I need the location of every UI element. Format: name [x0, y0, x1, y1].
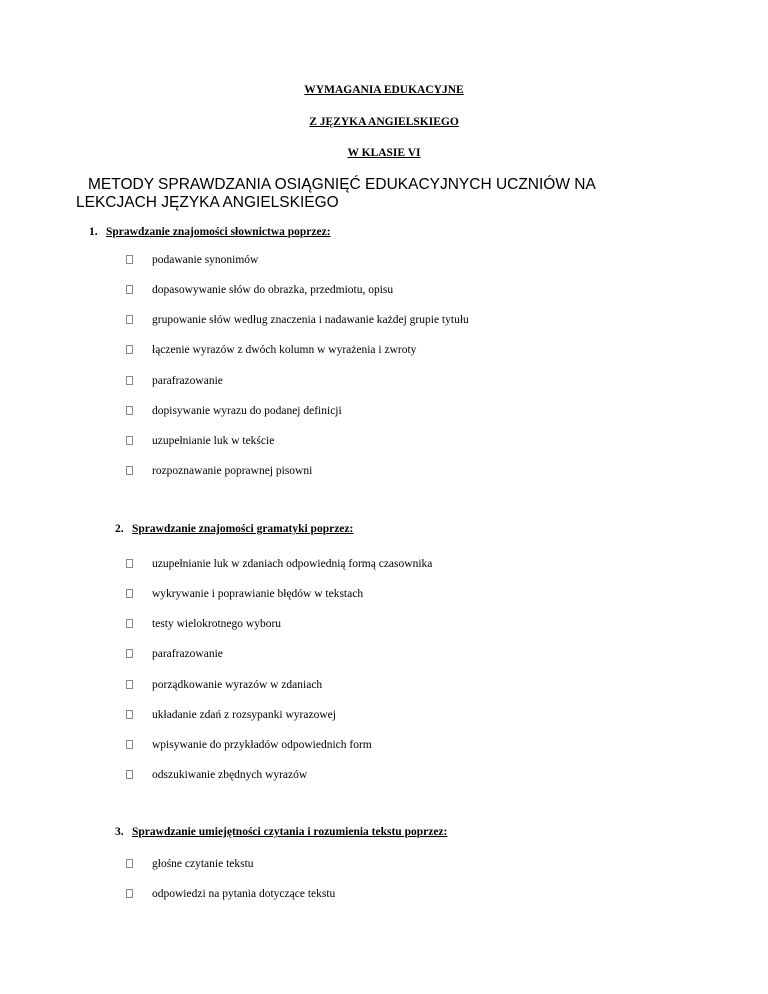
methods-heading-line1: METODY SPRAWDZANIA OSIĄGNIĘĆ EDUKACYJNYCH UCZNIÓW NA: [88, 176, 596, 193]
bullet-box-icon: [126, 740, 133, 749]
bullet-box-icon: [126, 649, 133, 658]
list-item-label: wpisywanie do przykładów odpowiednich form: [152, 739, 372, 751]
list-item-label: dopisywanie wyrazu do podanej definicji: [152, 405, 342, 417]
section-number: 3.: [115, 826, 124, 838]
list-item-label: parafrazowanie: [152, 648, 223, 660]
section-number: 2.: [115, 523, 124, 535]
list-item-label: wykrywanie i poprawianie błędów w tekstach: [152, 588, 364, 600]
bullet-box-icon: [126, 466, 133, 475]
bullet-box-icon: [126, 376, 133, 385]
list-item-label: odszukiwanie zbędnych wyrazów: [152, 769, 308, 781]
methods-heading-line2: LEKCJACH JĘZYKA ANGIELSKIEGO: [76, 194, 339, 211]
section-title-text: Sprawdzanie znajomości słownictwa poprzez:: [106, 226, 331, 238]
list-item-label: podawanie synonimów: [152, 254, 259, 266]
section-title-text: Sprawdzanie umiejętności czytania i rozumienia tekstu poprzez:: [132, 826, 448, 838]
document-subtitle-class: W KLASIE VI: [347, 147, 421, 159]
list-item-label: parafrazowanie: [152, 375, 223, 387]
section-title-2: [115, 523, 353, 535]
list-item-label: porządkowanie wyrazów w zdaniach: [152, 679, 323, 691]
bullet-box-icon: [126, 619, 133, 628]
list-item-label: głośne czytanie tekstu: [152, 858, 254, 870]
list-item-label: grupowanie słów według znaczenia i nadawanie każdej grupie tytułu: [152, 314, 469, 326]
bullet-box-icon: [126, 680, 133, 689]
bullet-box-icon: [126, 255, 133, 264]
list-item-label: uzupełnianie luk w tekście: [152, 435, 275, 447]
bullet-box-icon: [126, 889, 133, 898]
list-item-label: testy wielokrotnego wyboru: [152, 618, 282, 630]
bullet-box-icon: [126, 859, 133, 868]
bullet-box-icon: [126, 770, 133, 779]
list-item-label: dopasowywanie słów do obrazka, przedmiotu, opisu: [152, 284, 394, 296]
list-item-label: odpowiedzi na pytania dotyczące tekstu: [152, 888, 336, 900]
list-item-label: rozpoznawanie poprawnej pisowni: [152, 465, 313, 477]
document-title: WYMAGANIA EDUKACYJNE: [304, 84, 464, 96]
bullet-box-icon: [126, 406, 133, 415]
bullet-box-icon: [126, 436, 133, 445]
section-title-1: [89, 226, 331, 238]
list-item-label: układanie zdań z rozsypanki wyrazowej: [152, 709, 336, 721]
bullet-box-icon: [126, 315, 133, 324]
methods-heading: [76, 176, 716, 212]
bullet-box-icon: [126, 589, 133, 598]
bullet-box-icon: [126, 710, 133, 719]
bullet-box-icon: [126, 285, 133, 294]
section-title-text: Sprawdzanie znajomości gramatyki poprzez:: [132, 523, 354, 535]
list-item-label: łączenie wyrazów z dwóch kolumn w wyrażenia i zwroty: [152, 344, 417, 356]
section-number: 1.: [89, 226, 98, 238]
section-title-3: [115, 826, 447, 838]
bullet-box-icon: [126, 345, 133, 354]
document-subtitle-subject: Z JĘZYKA ANGIELSKIEGO: [309, 116, 459, 128]
list-item-label: uzupełnianie luk w zdaniach odpowiednią formą czasownika: [152, 558, 433, 570]
bullet-box-icon: [126, 559, 133, 568]
